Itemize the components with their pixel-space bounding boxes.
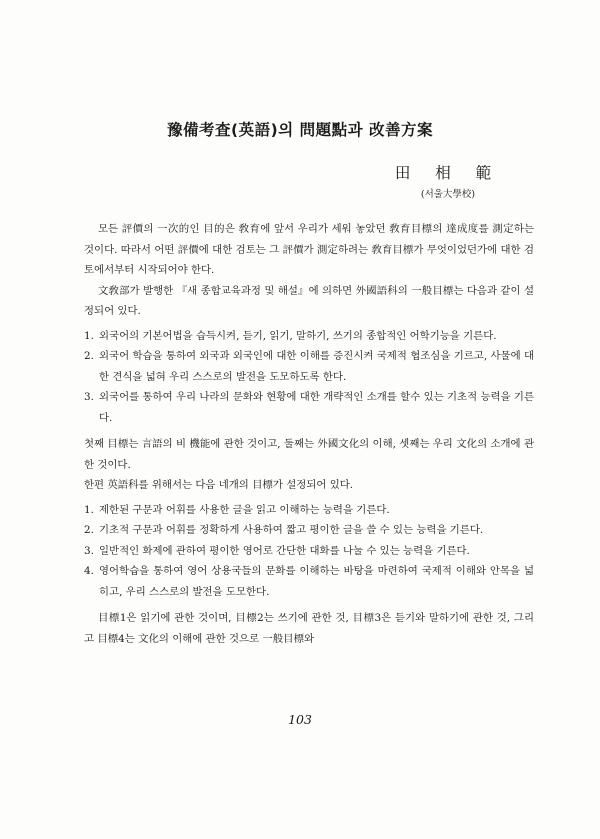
general-goals-list — [84, 326, 534, 429]
list-item: 3. 외국어를 통하여 우리 나라의 문화와 현황에 대한 개략적인 소개를 할수 있는 기초적 능력을 기른다. — [84, 391, 534, 424]
author-name: 田 相 範 — [394, 164, 502, 182]
list-item: 2. 외국어 학습을 통하여 외국과 외국인에 대한 이해를 증진시켜 국제적 협조심을 기르고, 사물에 대한 견식을 넓혀 우리 스스로의 발전을 도모하도록 한다. — [84, 350, 534, 383]
list-item: 1. 외국어의 기본어법을 습득시켜, 듣기, 읽기, 말하기, 쓰기의 종합적인 어학기능을 기른다. — [84, 329, 497, 342]
english-goals-list — [84, 500, 534, 603]
article-body — [84, 219, 534, 649]
list-item: 3. 일반적인 화제에 관하여 평이한 영어로 간단한 대화를 나눌 수 있는 능력을 기른다. — [84, 544, 470, 557]
paragraph-english-goals: 한편 英語科를 위해서는 다음 네개의 目標가 설정되어 있다. — [84, 479, 354, 491]
list-item: 4. 영어학습을 통하여 영어 상용국들의 문화를 이해하는 바탕을 마련하여 국제적 이해와 안목을 넓히고, 우리 스스로의 발전을 도모한다. — [84, 565, 534, 598]
paragraph-goal-summary: 첫째 目標는 言語의 비 機能에 관한 것이고, 둘째는 外國文化의 이해, 셋째는 우리 文化의 소개에 관한 것이다. — [84, 438, 534, 471]
paragraph-general-goals: 文敎部가 발행한 『새 종합교육과정 및 해설』에 의하면 外國語科의 一般目標는 다음과 같이 설정되어 있다. — [84, 284, 534, 317]
author-affiliation: (서울大學校) — [420, 189, 476, 200]
article-title: 豫備考査(英語)의 問題點과 改善方案 — [167, 121, 433, 139]
paragraph-intro: 모든 評價의 一次的인 目的은 敎育에 앞서 우리가 세워 놓았던 敎育目標의 達成度를 測定하는 것이다. 따라서 어떤 評價에 대한 검토는 그 評價가 測定하려는 敎育目標가 무엇이었던가에 대한 검토에서부터 시작되어야 한다. — [84, 223, 534, 276]
page-number: 103 — [288, 712, 312, 727]
list-item: 2. 기초적 구문과 어휘를 정확하게 사용하여 짧고 평이한 글을 쓸 수 있는 능력을 기른다. — [84, 524, 484, 536]
list-item: 1. 제한된 구문과 어휘를 사용한 글을 읽고 이해하는 능력을 기른다. — [84, 503, 390, 516]
paragraph-goal-mapping: 目標1은 읽기에 관한 것이며, 目標2는 쓰기에 관한 것, 目標3은 듣기와 말하기에 관한 것, 그리고 目標4는 文化의 이해에 관한 것으로 一般目標와 — [84, 612, 534, 645]
